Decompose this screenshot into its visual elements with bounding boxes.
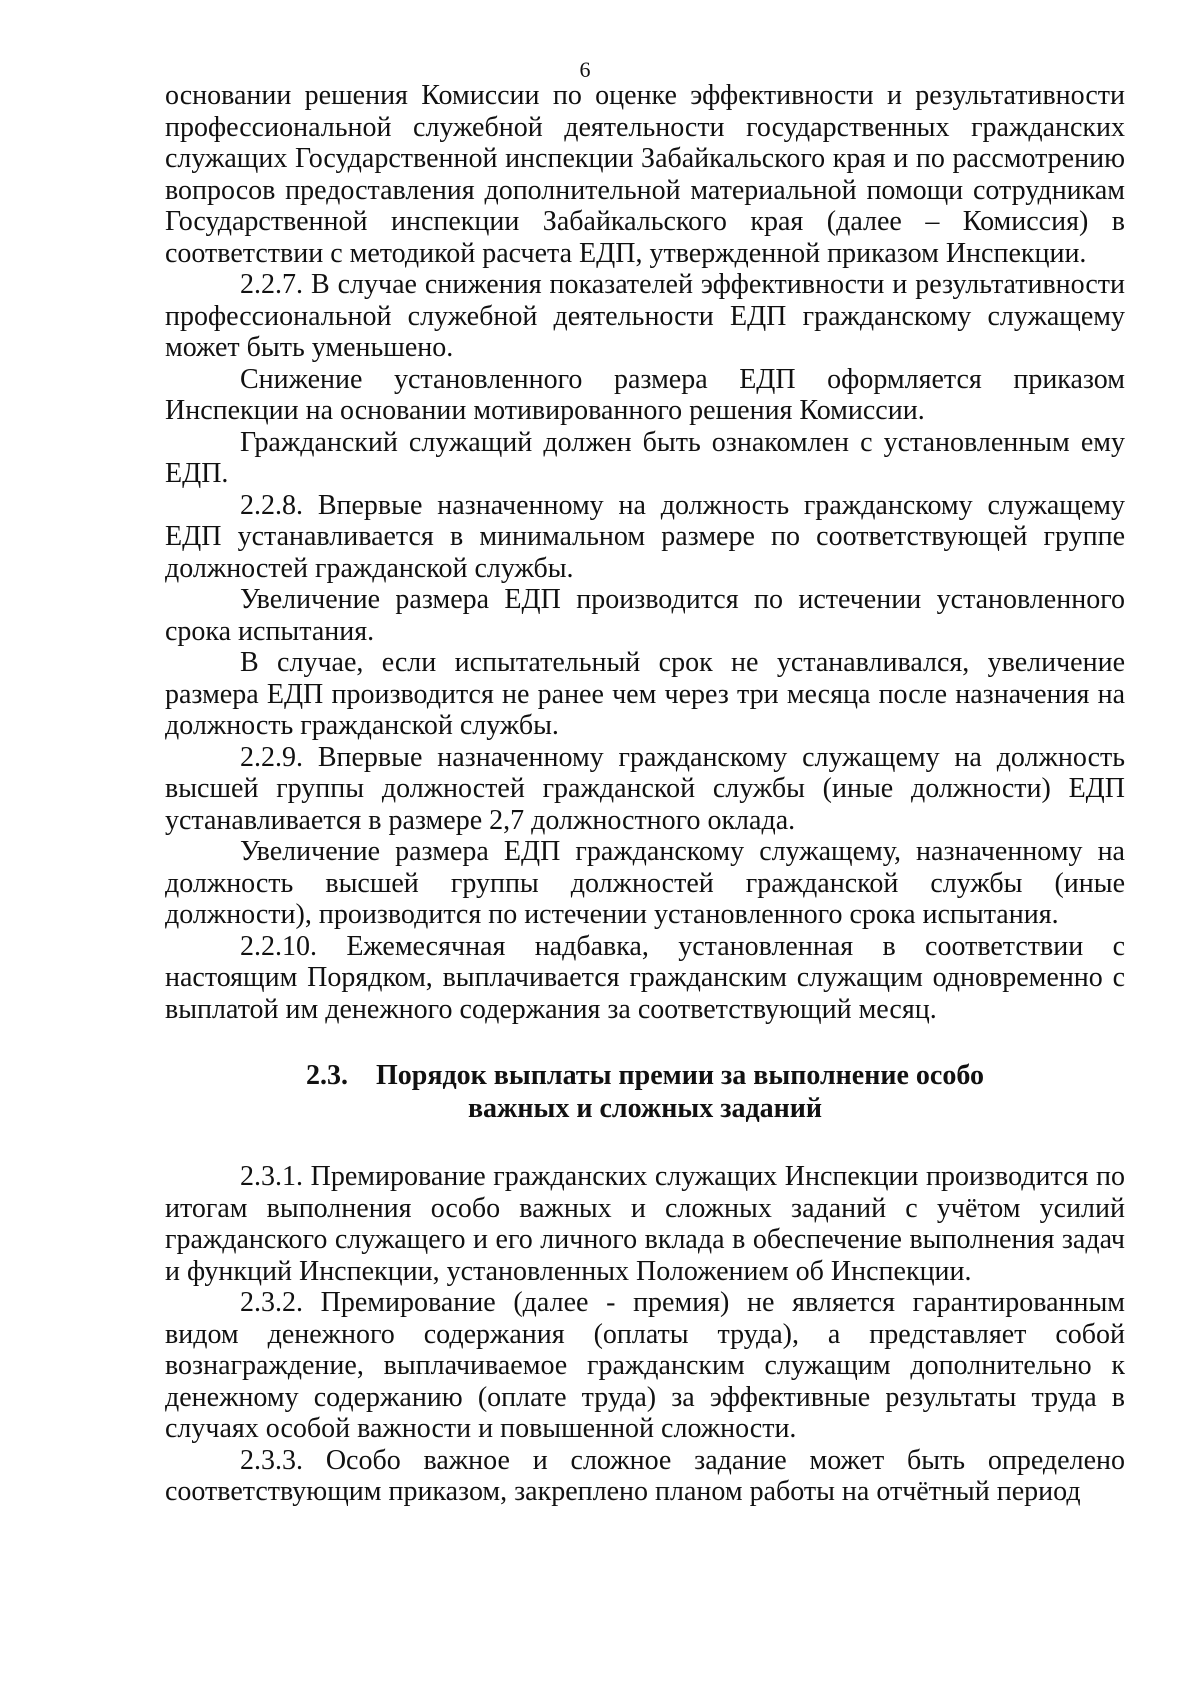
section-title-line-1: Порядок выплаты премии за выполнение особо xyxy=(375,1060,984,1091)
paragraph-2-3-1: 2.3.1. Премирование гражданских служащих Инспекции производится по итогам выполнения особо важных и сложных заданий с учётом усилий гражданского служащего и его личного вклада в обеспечение выполнения задач и функций Инспекции, установленных Положением об Инспекции. xyxy=(165,1161,1125,1287)
paragraph-no-probation: В случае, если испытательный срок не устанавливался, увеличение размера ЕДП производится не ранее чем через три месяца после назначения на должность гражданской службы. xyxy=(165,647,1125,741)
section-title-line-2: важных и сложных заданий xyxy=(467,1093,823,1124)
paragraph-2-2-7: 2.2.7. В случае снижения показателей эффективности и результативности профессиональной служебной деятельности ЕДП гражданскому служащему может быть уменьшено. xyxy=(165,269,1125,363)
paragraph-2-3-2: 2.3.2. Премирование (далее - премия) не является гарантированным видом денежного содержания (оплаты труда), а представляет собой вознаграждение, выплачиваемое гражданским служащим дополнительно к денежному содержанию (оплате труда) за эффективные результаты труда в случаях особой важности и повышенной сложности. xyxy=(165,1287,1125,1444)
paragraph-edp-acquaintance: Гражданский служащий должен быть ознакомлен с установленным ему ЕДП. xyxy=(165,426,1125,489)
section-number: 2.3. xyxy=(305,1060,348,1091)
document-body xyxy=(165,80,1125,1508)
paragraph-2-2-8: 2.2.8. Впервые назначенному на должность гражданскому служащему ЕДП устанавливается в минимальном размере по соответствующей группе должностей гражданской службы. xyxy=(165,489,1125,584)
paragraph-edp-increase-higher: Увеличение размера ЕДП гражданскому служащему, назначенному на должность высшей группы должностей гражданской службы (иные должности), производится по истечении установленного срока испытания. xyxy=(165,836,1125,930)
paragraph-edp-increase: Увеличение размера ЕДП производится по истечении установленного срока испытания. xyxy=(165,584,1125,647)
paragraph-edp-reduction: Снижение установленного размера ЕДП оформляется приказом Инспекции на основании мотивированного решения Комиссии. xyxy=(165,363,1125,426)
paragraph-continuation: основании решения Комиссии по оценке эффективности и результативности профессиональной служебной деятельности государственных гражданских служащих Государственной инспекции Забайкальского края и по рассмотрению вопросов предоставления дополнительной материальной помощи сотрудникам Государственной инспекции Забайкальского края (далее – Комиссия) в соответствии с методикой расчета ЕДП, утвержденной приказом Инспекции. xyxy=(165,80,1125,269)
paragraph-2-3-3: 2.3.3. Особо важное и сложное задание может быть определено соответствующим приказом, закреплено планом работы на отчётный период xyxy=(165,1444,1125,1507)
paragraph-2-2-10: 2.2.10. Ежемесячная надбавка, установленная в соответствии с настоящим Порядком, выплачивается гражданским служащим одновременно с выплатой им денежного содержания за соответствующий месяц. xyxy=(165,930,1125,1025)
paragraph-2-2-9: 2.2.9. Впервые назначенному гражданскому служащему на должность высшей группы должностей гражданской службы (иные должности) ЕДП устанавливается в размере 2,7 должностного оклада. xyxy=(165,741,1125,836)
section-heading xyxy=(165,1059,1125,1125)
page-number: 6 xyxy=(579,57,591,82)
